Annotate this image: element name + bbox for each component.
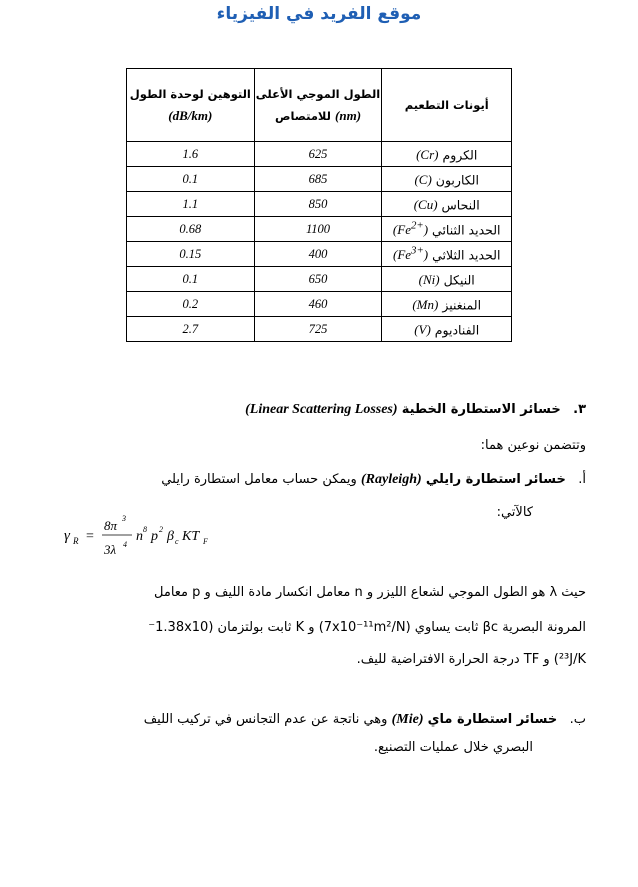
attenuation-cell: 0.1 — [127, 267, 255, 292]
item-a-cont: كالآتي: — [496, 505, 533, 520]
header-ions: أيونات التطعيم — [382, 69, 512, 142]
ion-cell: الحديد الثنائي $(Fe^{2+})$ — [382, 217, 512, 242]
attenuation-cell: 0.1 — [127, 167, 255, 192]
attenuation-cell: 2.7 — [127, 317, 255, 342]
wavelength-cell: 850 — [254, 192, 382, 217]
page-header: موقع الفريد في الفيزياء — [216, 4, 422, 24]
item-b-cont: البصري خلال عمليات التصنيع. — [373, 740, 533, 755]
wavelength-cell: 625 — [254, 142, 382, 167]
attenuation-cell: 0.68 — [127, 217, 255, 242]
formula-n: n — [136, 529, 143, 544]
wavelength-cell: 685 — [254, 167, 382, 192]
formula-beta-sub: c — [175, 537, 179, 546]
section-intro: وتتضمن نوعين هما: — [480, 438, 586, 453]
wavelength-cell: 650 — [254, 267, 382, 292]
table-row — [127, 192, 512, 217]
item-a: أ. خسائر استطارة رايلي (Rayleigh) ويمكن حساب معامل استطارة رايلي — [161, 472, 586, 487]
table-row — [127, 217, 512, 242]
formula-kt: KT — [182, 529, 200, 544]
attenuation-cell: 1.6 — [127, 142, 255, 167]
header-attenuation: التوهين لوحدة الطول (dB/km) — [127, 69, 255, 142]
ion-cell: النيكل (Ni) — [382, 267, 512, 292]
wavelength-cell: 725 — [254, 317, 382, 342]
attenuation-cell: 1.1 — [127, 192, 255, 217]
section-3-heading: ٣. خسائر الاستطارة الخطية (Linear Scattering Losses) — [245, 402, 586, 417]
formula-numerator: 8π — [104, 518, 118, 533]
rayleigh-formula — [62, 508, 232, 566]
definition-line-3: ²³J/K) و TF درجة الحرارة الافتراضية لليف. — [356, 652, 586, 667]
wavelength-cell: 460 — [254, 292, 382, 317]
dopant-ion-table — [126, 68, 512, 342]
ion-cell: المنغنيز (Mn) — [382, 292, 512, 317]
table-row — [127, 317, 512, 342]
definition-line-1: حيث λ هو الطول الموجي لشعاع الليزر و n معامل انكسار مادة الليف و p معامل — [154, 585, 586, 600]
table-header-row — [127, 69, 512, 142]
formula-denominator: 3λ — [104, 542, 117, 557]
ion-cell: الكروم (Cr) — [382, 142, 512, 167]
formula-p-exp: 2 — [159, 525, 163, 534]
ion-cell: الكاربون (C) — [382, 167, 512, 192]
formula-gamma: γ — [64, 528, 70, 544]
table-row — [127, 292, 512, 317]
formula-beta: β — [167, 529, 174, 544]
table-row — [127, 242, 512, 267]
formula-gamma-sub: R — [73, 536, 79, 546]
ion-cell: النحاس (Cu) — [382, 192, 512, 217]
table-row — [127, 142, 512, 167]
formula-p: p — [151, 529, 158, 544]
ion-cell: الفناديوم (V) — [382, 317, 512, 342]
table-row — [127, 267, 512, 292]
formula-equals: = — [86, 529, 94, 544]
attenuation-cell: 0.15 — [127, 242, 255, 267]
definition-line-2: المرونة البصرية βc ثابت يساوي (7x10⁻¹¹m²/N) و K ثابت بولتزمان (1.38x10⁻ — [148, 620, 586, 635]
item-b: ب. خسائر استطارة ماي (Mie) وهي ناتجة عن عدم التجانس في تركيب الليف — [143, 712, 586, 727]
formula-n-exp: 8 — [143, 525, 147, 534]
table-row — [127, 167, 512, 192]
header-wavelength: الطول الموجي الأعلى (nm) للامتصاص — [254, 69, 382, 142]
formula-den-exp: 4 — [123, 540, 127, 549]
wavelength-cell: 1100 — [254, 217, 382, 242]
wavelength-cell: 400 — [254, 242, 382, 267]
ion-cell: الحديد الثلاثي $(Fe^{3+})$ — [382, 242, 512, 267]
formula-num-exp: 3 — [122, 514, 126, 523]
attenuation-cell: 0.2 — [127, 292, 255, 317]
formula-kt-sub: F — [203, 537, 208, 546]
